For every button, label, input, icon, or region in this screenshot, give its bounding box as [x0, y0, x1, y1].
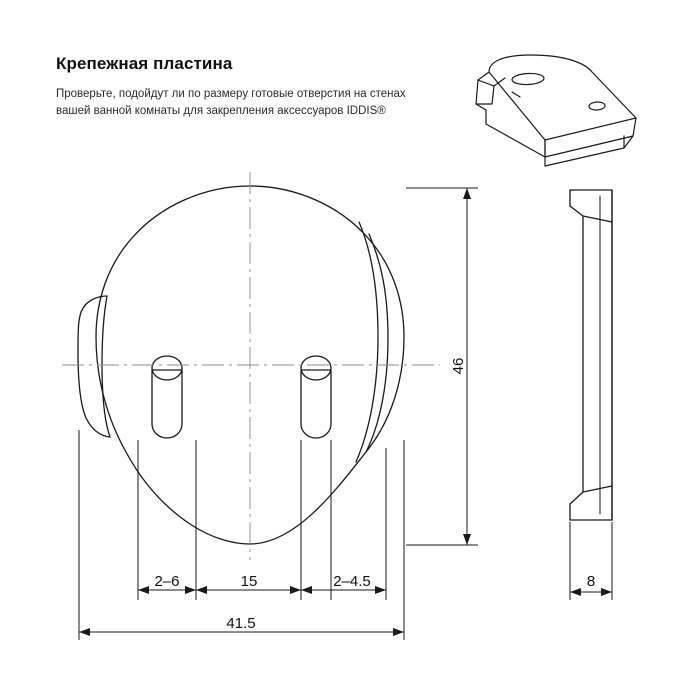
center-lines [62, 172, 440, 560]
dimension-left-slot-label: 2–6 [154, 573, 180, 590]
dimension-height [406, 188, 478, 545]
dimension-total-width-label: 41.5 [226, 615, 256, 632]
dimension-thickness-label: 8 [586, 573, 596, 590]
page-subtitle: Проверьте, подойдут ли по размеру готовые отверстия на стенах вашей ванной комнаты для закрепления аксессуаров IDDIS® [56, 88, 406, 117]
dimension-height-label: 46 [450, 357, 467, 375]
dimension-center-spacing-label: 15 [240, 573, 258, 590]
isometric-view [476, 55, 636, 166]
page-title: Крепежная пластина [56, 54, 233, 73]
dimension-right-slot-label: 2–4.5 [333, 573, 371, 590]
dimension-total-width [79, 430, 404, 640]
side-view [570, 190, 612, 520]
